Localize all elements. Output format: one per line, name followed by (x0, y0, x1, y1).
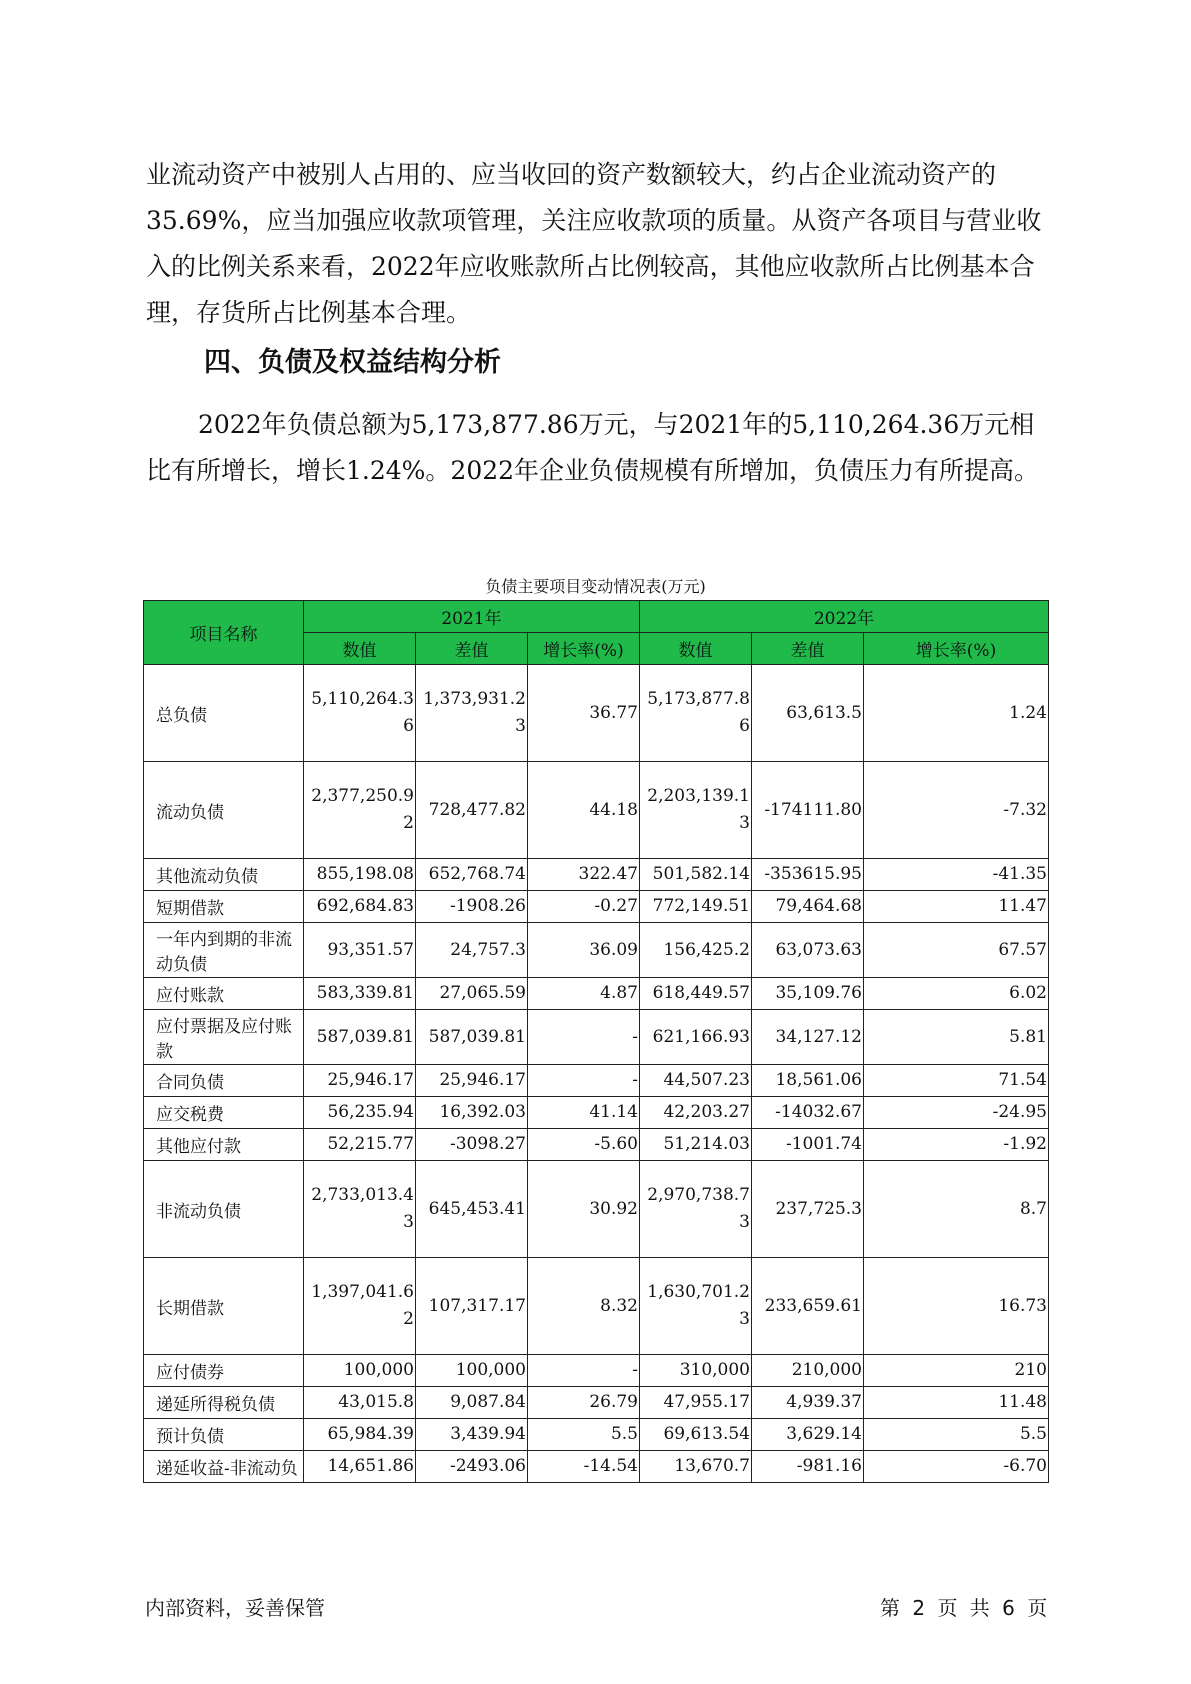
table-caption: 负债主要项目变动情况表(万元) (485, 577, 706, 596)
row-name: 长期借款 (144, 1258, 304, 1355)
row-name: 其他应付款 (144, 1129, 304, 1161)
table-row (144, 1419, 1049, 1451)
rate-2022: 16.73 (864, 1258, 1049, 1355)
rate-2022: -24.95 (864, 1097, 1049, 1129)
header-year-2022: 2022年 (640, 601, 1049, 633)
value-2022: 69,613.54 (640, 1419, 752, 1451)
row-name: 总负债 (144, 665, 304, 762)
header-value-2021: 数值 (304, 633, 416, 665)
rate-2021: 36.09 (528, 923, 640, 978)
rate-2022: 8.7 (864, 1161, 1049, 1258)
rate-2021: 44.18 (528, 762, 640, 859)
value-2022: 1,630,701.23 (640, 1258, 752, 1355)
diff-2022: 210,000 (752, 1355, 864, 1387)
rate-2022: 71.54 (864, 1065, 1049, 1097)
rate-2021: - (528, 1010, 640, 1065)
diff-2022: 18,561.06 (752, 1065, 864, 1097)
rate-2021: -14.54 (528, 1451, 640, 1483)
rate-2021: 4.87 (528, 978, 640, 1010)
table-row (144, 1387, 1049, 1419)
row-name: 非流动负债 (144, 1161, 304, 1258)
value-2021: 100,000 (304, 1355, 416, 1387)
diff-2021: 728,477.82 (416, 762, 528, 859)
rate-2021: 8.32 (528, 1258, 640, 1355)
value-2021: 52,215.77 (304, 1129, 416, 1161)
diff-2022: -1001.74 (752, 1129, 864, 1161)
diff-2021: 100,000 (416, 1355, 528, 1387)
rate-2022: 67.57 (864, 923, 1049, 978)
value-2021: 93,351.57 (304, 923, 416, 978)
rate-2022: 6.02 (864, 978, 1049, 1010)
diff-2022: 79,464.68 (752, 891, 864, 923)
table-row (144, 762, 1049, 859)
value-2021: 2,733,013.43 (304, 1161, 416, 1258)
rate-2022: 5.81 (864, 1010, 1049, 1065)
diff-2022: -353615.95 (752, 859, 864, 891)
rate-2021: - (528, 1355, 640, 1387)
row-name: 递延收益-非流动负 (144, 1451, 304, 1483)
value-2021: 25,946.17 (304, 1065, 416, 1097)
rate-2022: -1.92 (864, 1129, 1049, 1161)
table-row (144, 891, 1049, 923)
row-name: 一年内到期的非流动负债 (144, 923, 304, 978)
diff-2021: 3,439.94 (416, 1419, 528, 1451)
value-2021: 855,198.08 (304, 859, 416, 891)
value-2021: 56,235.94 (304, 1097, 416, 1129)
value-2021: 65,984.39 (304, 1419, 416, 1451)
header-value-2022: 数值 (640, 633, 752, 665)
value-2022: 772,149.51 (640, 891, 752, 923)
row-name: 预计负债 (144, 1419, 304, 1451)
value-2022: 44,507.23 (640, 1065, 752, 1097)
table-row (144, 1010, 1049, 1065)
section-heading: 四、负债及权益结构分析 (204, 347, 501, 378)
rate-2021: - (528, 1065, 640, 1097)
value-2021: 5,110,264.36 (304, 665, 416, 762)
liabilities-table (143, 600, 1049, 1483)
value-2021: 583,339.81 (304, 978, 416, 1010)
rate-2022: -41.35 (864, 859, 1049, 891)
value-2022: 621,166.93 (640, 1010, 752, 1065)
rate-2022: -7.32 (864, 762, 1049, 859)
header-diff-2021: 差值 (416, 633, 528, 665)
rate-2021: 30.92 (528, 1161, 640, 1258)
diff-2022: 35,109.76 (752, 978, 864, 1010)
table-row (144, 1451, 1049, 1483)
row-name: 其他流动负债 (144, 859, 304, 891)
value-2022: 42,203.27 (640, 1097, 752, 1129)
row-name: 递延所得税负债 (144, 1387, 304, 1419)
value-2022: 2,970,738.73 (640, 1161, 752, 1258)
header-rate-2021: 增长率(%) (528, 633, 640, 665)
paragraph-liabilities: 2022年负债总额为5,173,877.86万元，与2021年的5,110,264.36万元相比有所增长，增长1.24%。2022年企业负债规模有所增加，负债压力有所提高。 (146, 410, 1040, 485)
row-name: 流动负债 (144, 762, 304, 859)
rate-2021: 322.47 (528, 859, 640, 891)
value-2021: 1,397,041.62 (304, 1258, 416, 1355)
diff-2022: 4,939.37 (752, 1387, 864, 1419)
value-2021: 2,377,250.92 (304, 762, 416, 859)
diff-2022: 237,725.3 (752, 1161, 864, 1258)
diff-2022: -981.16 (752, 1451, 864, 1483)
table-row (144, 1097, 1049, 1129)
table-row (144, 665, 1049, 762)
rate-2022: -6.70 (864, 1451, 1049, 1483)
diff-2021: 9,087.84 (416, 1387, 528, 1419)
diff-2022: -174111.80 (752, 762, 864, 859)
value-2021: 14,651.86 (304, 1451, 416, 1483)
diff-2021: 652,768.74 (416, 859, 528, 891)
rate-2021: 36.77 (528, 665, 640, 762)
rate-2021: 26.79 (528, 1387, 640, 1419)
value-2022: 5,173,877.86 (640, 665, 752, 762)
diff-2021: -3098.27 (416, 1129, 528, 1161)
table-row (144, 1161, 1049, 1258)
diff-2021: 645,453.41 (416, 1161, 528, 1258)
table-row (144, 1355, 1049, 1387)
rate-2021: 5.5 (528, 1419, 640, 1451)
diff-2022: 63,073.63 (752, 923, 864, 978)
value-2021: 43,015.8 (304, 1387, 416, 1419)
rate-2021: -0.27 (528, 891, 640, 923)
value-2022: 2,203,139.13 (640, 762, 752, 859)
paragraph-receivables: 业流动资产中被别人占用的、应当收回的资产数额较大，约占企业流动资产的35.69%，应当加强应收款项管理，关注应收款项的质量。从资产各项目与营业收入的比例关系来看，2022年应收账款所占比例较高，其他应收款所占比例基本合理，存货所占比例基本合理。 (146, 160, 1042, 327)
value-2022: 51,214.03 (640, 1129, 752, 1161)
rate-2022: 11.48 (864, 1387, 1049, 1419)
row-name: 合同负债 (144, 1065, 304, 1097)
diff-2022: 34,127.12 (752, 1010, 864, 1065)
value-2021: 692,684.83 (304, 891, 416, 923)
header-year-2021: 2021年 (304, 601, 640, 633)
diff-2021: -2493.06 (416, 1451, 528, 1483)
diff-2022: 63,613.5 (752, 665, 864, 762)
row-name: 短期借款 (144, 891, 304, 923)
row-name: 应付账款 (144, 978, 304, 1010)
value-2022: 47,955.17 (640, 1387, 752, 1419)
diff-2022: 233,659.61 (752, 1258, 864, 1355)
diff-2021: 25,946.17 (416, 1065, 528, 1097)
page-number: 第 2 页 共 6 页 (880, 1596, 1048, 1620)
table-row (144, 978, 1049, 1010)
rate-2022: 11.47 (864, 891, 1049, 923)
value-2021: 587,039.81 (304, 1010, 416, 1065)
rate-2022: 1.24 (864, 665, 1049, 762)
header-rate-2022: 增长率(%) (864, 633, 1049, 665)
rate-2021: 41.14 (528, 1097, 640, 1129)
diff-2022: 3,629.14 (752, 1419, 864, 1451)
diff-2021: 107,317.17 (416, 1258, 528, 1355)
rate-2021: -5.60 (528, 1129, 640, 1161)
value-2022: 13,670.7 (640, 1451, 752, 1483)
value-2022: 156,425.2 (640, 923, 752, 978)
value-2022: 618,449.57 (640, 978, 752, 1010)
diff-2022: -14032.67 (752, 1097, 864, 1129)
table-row (144, 1258, 1049, 1355)
header-item-name: 项目名称 (144, 601, 304, 665)
diff-2021: 27,065.59 (416, 978, 528, 1010)
rate-2022: 210 (864, 1355, 1049, 1387)
table-row (144, 1065, 1049, 1097)
diff-2021: 24,757.3 (416, 923, 528, 978)
value-2022: 310,000 (640, 1355, 752, 1387)
rate-2022: 5.5 (864, 1419, 1049, 1451)
row-name: 应付债券 (144, 1355, 304, 1387)
diff-2021: -1908.26 (416, 891, 528, 923)
table-row (144, 859, 1049, 891)
diff-2021: 16,392.03 (416, 1097, 528, 1129)
row-name: 应交税费 (144, 1097, 304, 1129)
footer-confidential-note: 内部资料，妥善保管 (145, 1596, 325, 1620)
row-name: 应付票据及应付账款 (144, 1010, 304, 1065)
header-diff-2022: 差值 (752, 633, 864, 665)
table-row (144, 1129, 1049, 1161)
diff-2021: 1,373,931.23 (416, 665, 528, 762)
value-2022: 501,582.14 (640, 859, 752, 891)
table-row (144, 923, 1049, 978)
diff-2021: 587,039.81 (416, 1010, 528, 1065)
